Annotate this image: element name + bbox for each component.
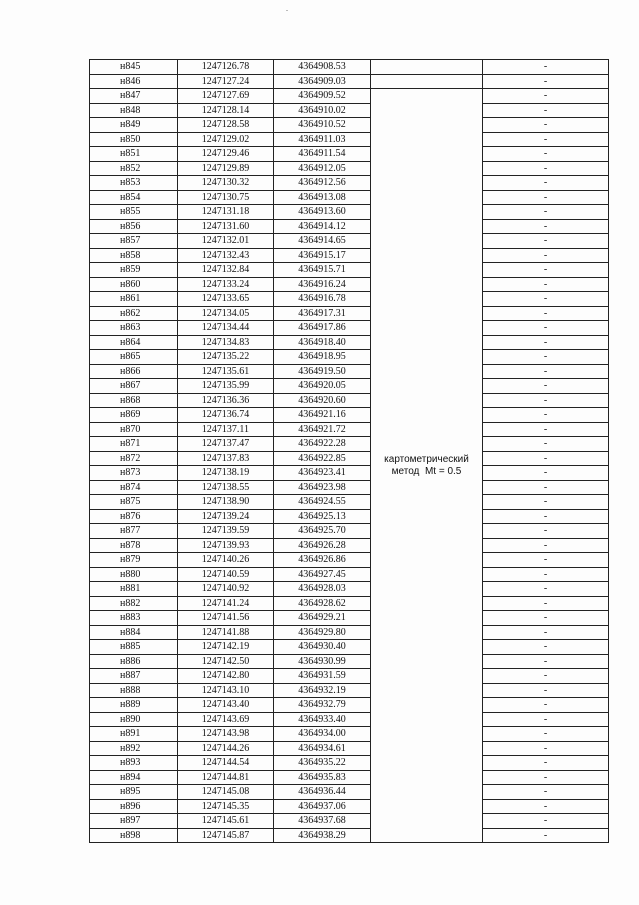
x-coordinate-cell: 1247140.59 (178, 567, 274, 582)
y-coordinate-cell: 4364925.13 (274, 509, 371, 524)
dash-cell: - (483, 263, 609, 278)
point-name-cell: н871 (90, 437, 178, 452)
y-coordinate-cell: 4364922.85 (274, 451, 371, 466)
x-coordinate-cell: 1247131.60 (178, 219, 274, 234)
table-row (90, 466, 609, 481)
table-row (90, 509, 609, 524)
table-row (90, 596, 609, 611)
point-name-cell: н889 (90, 698, 178, 713)
point-name-cell: н874 (90, 480, 178, 495)
y-coordinate-cell: 4364935.83 (274, 770, 371, 785)
table-row (90, 625, 609, 640)
point-name-cell: н876 (90, 509, 178, 524)
dash-cell: - (483, 118, 609, 133)
dash-cell: - (483, 596, 609, 611)
table-row (90, 118, 609, 133)
x-coordinate-cell: 1247144.81 (178, 770, 274, 785)
y-coordinate-cell: 4364916.78 (274, 292, 371, 307)
table-row (90, 683, 609, 698)
y-coordinate-cell: 4364937.06 (274, 799, 371, 814)
dash-cell: - (483, 437, 609, 452)
y-coordinate-cell: 4364917.31 (274, 306, 371, 321)
table-row (90, 292, 609, 307)
point-name-cell: н888 (90, 683, 178, 698)
table-row (90, 422, 609, 437)
dash-cell: - (483, 828, 609, 843)
y-coordinate-cell: 4364929.21 (274, 611, 371, 626)
x-coordinate-cell: 1247143.40 (178, 698, 274, 713)
x-coordinate-cell: 1247135.99 (178, 379, 274, 394)
dash-cell: - (483, 103, 609, 118)
y-coordinate-cell: 4364932.19 (274, 683, 371, 698)
x-coordinate-cell: 1247142.80 (178, 669, 274, 684)
point-name-cell: н879 (90, 553, 178, 568)
table-row (90, 364, 609, 379)
table-row (90, 640, 609, 655)
table-row (90, 321, 609, 336)
x-coordinate-cell: 1247136.74 (178, 408, 274, 423)
point-name-cell: н894 (90, 770, 178, 785)
dash-cell: - (483, 364, 609, 379)
x-coordinate-cell: 1247134.44 (178, 321, 274, 336)
y-coordinate-cell: 4364930.40 (274, 640, 371, 655)
table-row (90, 727, 609, 742)
point-name-cell: н877 (90, 524, 178, 539)
dash-cell: - (483, 524, 609, 539)
point-name-cell: н898 (90, 828, 178, 843)
y-coordinate-cell: 4364911.03 (274, 132, 371, 147)
dash-cell: - (483, 132, 609, 147)
y-coordinate-cell: 4364922.28 (274, 437, 371, 452)
y-coordinate-cell: 4364919.50 (274, 364, 371, 379)
y-coordinate-cell: 4364911.54 (274, 147, 371, 162)
x-coordinate-cell: 1247140.26 (178, 553, 274, 568)
y-coordinate-cell: 4364925.70 (274, 524, 371, 539)
scan-speck (286, 10, 288, 11)
point-name-cell: н883 (90, 611, 178, 626)
y-coordinate-cell: 4364923.98 (274, 480, 371, 495)
dash-cell: - (483, 176, 609, 191)
y-coordinate-cell: 4364909.52 (274, 89, 371, 104)
table-row (90, 74, 609, 89)
x-coordinate-cell: 1247141.24 (178, 596, 274, 611)
coordinates-table-body (90, 60, 609, 843)
dash-cell: - (483, 335, 609, 350)
x-coordinate-cell: 1247129.02 (178, 132, 274, 147)
dash-cell: - (483, 785, 609, 800)
table-row (90, 480, 609, 495)
y-coordinate-cell: 4364916.24 (274, 277, 371, 292)
y-coordinate-cell: 4364934.61 (274, 741, 371, 756)
method-cell-empty (371, 60, 483, 75)
point-name-cell: н849 (90, 118, 178, 133)
x-coordinate-cell: 1247128.58 (178, 118, 274, 133)
dash-cell: - (483, 509, 609, 524)
dash-cell: - (483, 451, 609, 466)
point-name-cell: н858 (90, 248, 178, 263)
table-row (90, 567, 609, 582)
table-row (90, 234, 609, 249)
point-name-cell: н848 (90, 103, 178, 118)
x-coordinate-cell: 1247138.19 (178, 466, 274, 481)
y-coordinate-cell: 4364915.71 (274, 263, 371, 278)
y-coordinate-cell: 4364917.86 (274, 321, 371, 336)
x-coordinate-cell: 1247139.24 (178, 509, 274, 524)
table-row (90, 350, 609, 365)
x-coordinate-cell: 1247145.35 (178, 799, 274, 814)
y-coordinate-cell: 4364929.80 (274, 625, 371, 640)
table-row (90, 335, 609, 350)
x-coordinate-cell: 1247139.93 (178, 538, 274, 553)
x-coordinate-cell: 1247130.75 (178, 190, 274, 205)
x-coordinate-cell: 1247145.61 (178, 814, 274, 829)
table-row (90, 451, 609, 466)
dash-cell: - (483, 393, 609, 408)
y-coordinate-cell: 4364921.72 (274, 422, 371, 437)
point-name-cell: н881 (90, 582, 178, 597)
y-coordinate-cell: 4364921.16 (274, 408, 371, 423)
point-name-cell: н853 (90, 176, 178, 191)
table-row (90, 89, 609, 104)
dash-cell: - (483, 698, 609, 713)
point-name-cell: н861 (90, 292, 178, 307)
x-coordinate-cell: 1247145.87 (178, 828, 274, 843)
x-coordinate-cell: 1247139.59 (178, 524, 274, 539)
dash-cell: - (483, 640, 609, 655)
y-coordinate-cell: 4364913.60 (274, 205, 371, 220)
x-coordinate-cell: 1247134.83 (178, 335, 274, 350)
x-coordinate-cell: 1247132.01 (178, 234, 274, 249)
y-coordinate-cell: 4364938.29 (274, 828, 371, 843)
table-row (90, 654, 609, 669)
dash-cell: - (483, 611, 609, 626)
point-name-cell: н845 (90, 60, 178, 75)
y-coordinate-cell: 4364912.56 (274, 176, 371, 191)
y-coordinate-cell: 4364920.60 (274, 393, 371, 408)
point-name-cell: н854 (90, 190, 178, 205)
point-name-cell: н850 (90, 132, 178, 147)
x-coordinate-cell: 1247140.92 (178, 582, 274, 597)
x-coordinate-cell: 1247142.50 (178, 654, 274, 669)
dash-cell: - (483, 466, 609, 481)
y-coordinate-cell: 4364915.17 (274, 248, 371, 263)
table-row (90, 103, 609, 118)
point-name-cell: н873 (90, 466, 178, 481)
x-coordinate-cell: 1247142.19 (178, 640, 274, 655)
x-coordinate-cell: 1247145.08 (178, 785, 274, 800)
table-row (90, 756, 609, 771)
dash-cell: - (483, 799, 609, 814)
table-row (90, 814, 609, 829)
point-name-cell: н864 (90, 335, 178, 350)
point-name-cell: н880 (90, 567, 178, 582)
x-coordinate-cell: 1247137.83 (178, 451, 274, 466)
table-row (90, 205, 609, 220)
point-name-cell: н856 (90, 219, 178, 234)
y-coordinate-cell: 4364923.41 (274, 466, 371, 481)
coordinates-table (89, 59, 609, 843)
dash-cell: - (483, 582, 609, 597)
x-coordinate-cell: 1247128.14 (178, 103, 274, 118)
x-coordinate-cell: 1247133.65 (178, 292, 274, 307)
y-coordinate-cell: 4364910.52 (274, 118, 371, 133)
point-name-cell: н878 (90, 538, 178, 553)
x-coordinate-cell: 1247138.90 (178, 495, 274, 510)
table-row (90, 248, 609, 263)
y-coordinate-cell: 4364931.59 (274, 669, 371, 684)
table-row (90, 277, 609, 292)
dash-cell: - (483, 74, 609, 89)
table-row (90, 190, 609, 205)
y-coordinate-cell: 4364935.22 (274, 756, 371, 771)
dash-cell: - (483, 219, 609, 234)
y-coordinate-cell: 4364914.65 (274, 234, 371, 249)
dash-cell: - (483, 161, 609, 176)
point-name-cell: н866 (90, 364, 178, 379)
table-row (90, 408, 609, 423)
dash-cell: - (483, 306, 609, 321)
y-coordinate-cell: 4364920.05 (274, 379, 371, 394)
point-name-cell: н870 (90, 422, 178, 437)
method-cell (371, 89, 483, 843)
point-name-cell: н885 (90, 640, 178, 655)
point-name-cell: н847 (90, 89, 178, 104)
x-coordinate-cell: 1247133.24 (178, 277, 274, 292)
point-name-cell: н869 (90, 408, 178, 423)
table-row (90, 147, 609, 162)
x-coordinate-cell: 1247127.24 (178, 74, 274, 89)
dash-cell: - (483, 190, 609, 205)
point-name-cell: н884 (90, 625, 178, 640)
dash-cell: - (483, 567, 609, 582)
point-name-cell: н862 (90, 306, 178, 321)
table-row (90, 712, 609, 727)
y-coordinate-cell: 4364924.55 (274, 495, 371, 510)
table-row (90, 828, 609, 843)
dash-cell: - (483, 683, 609, 698)
dash-cell: - (483, 814, 609, 829)
y-coordinate-cell: 4364908.53 (274, 60, 371, 75)
y-coordinate-cell: 4364928.62 (274, 596, 371, 611)
dash-cell: - (483, 321, 609, 336)
x-coordinate-cell: 1247135.61 (178, 364, 274, 379)
dash-cell: - (483, 234, 609, 249)
x-coordinate-cell: 1247143.98 (178, 727, 274, 742)
method-text-line2: метод Mt = 0.5 (391, 465, 462, 477)
x-coordinate-cell: 1247130.32 (178, 176, 274, 191)
table-row (90, 306, 609, 321)
point-name-cell: н897 (90, 814, 178, 829)
dash-cell: - (483, 625, 609, 640)
point-name-cell: н859 (90, 263, 178, 278)
dash-cell: - (483, 538, 609, 553)
point-name-cell: н891 (90, 727, 178, 742)
y-coordinate-cell: 4364930.99 (274, 654, 371, 669)
x-coordinate-cell: 1247137.11 (178, 422, 274, 437)
dash-cell: - (483, 480, 609, 495)
dash-cell: - (483, 712, 609, 727)
table-row (90, 785, 609, 800)
table-row (90, 524, 609, 539)
y-coordinate-cell: 4364913.08 (274, 190, 371, 205)
table-row (90, 176, 609, 191)
point-name-cell: н860 (90, 277, 178, 292)
dash-cell: - (483, 292, 609, 307)
x-coordinate-cell: 1247129.46 (178, 147, 274, 162)
point-name-cell: н895 (90, 785, 178, 800)
table-row (90, 161, 609, 176)
point-name-cell: н865 (90, 350, 178, 365)
point-name-cell: н868 (90, 393, 178, 408)
table-row (90, 669, 609, 684)
point-name-cell: н896 (90, 799, 178, 814)
x-coordinate-cell: 1247131.18 (178, 205, 274, 220)
x-coordinate-cell: 1247144.26 (178, 741, 274, 756)
y-coordinate-cell: 4364909.03 (274, 74, 371, 89)
x-coordinate-cell: 1247135.22 (178, 350, 274, 365)
y-coordinate-cell: 4364926.28 (274, 538, 371, 553)
x-coordinate-cell: 1247127.69 (178, 89, 274, 104)
table-row (90, 379, 609, 394)
table-row (90, 263, 609, 278)
dash-cell: - (483, 205, 609, 220)
table-row (90, 611, 609, 626)
x-coordinate-cell: 1247143.10 (178, 683, 274, 698)
table-row (90, 437, 609, 452)
dash-cell: - (483, 422, 609, 437)
point-name-cell: н875 (90, 495, 178, 510)
y-coordinate-cell: 4364934.00 (274, 727, 371, 742)
point-name-cell: н872 (90, 451, 178, 466)
y-coordinate-cell: 4364937.68 (274, 814, 371, 829)
table-row (90, 393, 609, 408)
x-coordinate-cell: 1247141.88 (178, 625, 274, 640)
table-row (90, 495, 609, 510)
dash-cell: - (483, 277, 609, 292)
table-row (90, 799, 609, 814)
table-row (90, 553, 609, 568)
dash-cell: - (483, 495, 609, 510)
point-name-cell: н851 (90, 147, 178, 162)
method-cell-empty (371, 74, 483, 89)
dash-cell: - (483, 770, 609, 785)
dash-cell: - (483, 756, 609, 771)
x-coordinate-cell: 1247138.55 (178, 480, 274, 495)
x-coordinate-cell: 1247136.36 (178, 393, 274, 408)
point-name-cell: н852 (90, 161, 178, 176)
dash-cell: - (483, 350, 609, 365)
y-coordinate-cell: 4364918.95 (274, 350, 371, 365)
x-coordinate-cell: 1247132.43 (178, 248, 274, 263)
point-name-cell: н887 (90, 669, 178, 684)
point-name-cell: н867 (90, 379, 178, 394)
dash-cell: - (483, 147, 609, 162)
y-coordinate-cell: 4364928.03 (274, 582, 371, 597)
x-coordinate-cell: 1247126.78 (178, 60, 274, 75)
dash-cell: - (483, 248, 609, 263)
dash-cell: - (483, 553, 609, 568)
x-coordinate-cell: 1247144.54 (178, 756, 274, 771)
y-coordinate-cell: 4364926.86 (274, 553, 371, 568)
dash-cell: - (483, 654, 609, 669)
x-coordinate-cell: 1247141.56 (178, 611, 274, 626)
x-coordinate-cell: 1247132.84 (178, 263, 274, 278)
x-coordinate-cell: 1247143.69 (178, 712, 274, 727)
y-coordinate-cell: 4364918.40 (274, 335, 371, 350)
point-name-cell: н893 (90, 756, 178, 771)
x-coordinate-cell: 1247129.89 (178, 161, 274, 176)
dash-cell: - (483, 379, 609, 394)
table-row (90, 60, 609, 75)
point-name-cell: н846 (90, 74, 178, 89)
point-name-cell: н863 (90, 321, 178, 336)
point-name-cell: н890 (90, 712, 178, 727)
table-row (90, 770, 609, 785)
point-name-cell: н855 (90, 205, 178, 220)
y-coordinate-cell: 4364936.44 (274, 785, 371, 800)
dash-cell: - (483, 669, 609, 684)
y-coordinate-cell: 4364912.05 (274, 161, 371, 176)
method-text-line1: картометрический (384, 453, 469, 465)
point-name-cell: н892 (90, 741, 178, 756)
y-coordinate-cell: 4364932.79 (274, 698, 371, 713)
point-name-cell: н857 (90, 234, 178, 249)
dash-cell: - (483, 408, 609, 423)
table-row (90, 741, 609, 756)
dash-cell: - (483, 60, 609, 75)
point-name-cell: н882 (90, 596, 178, 611)
dash-cell: - (483, 727, 609, 742)
y-coordinate-cell: 4364927.45 (274, 567, 371, 582)
point-name-cell: н886 (90, 654, 178, 669)
dash-cell: - (483, 89, 609, 104)
table-row (90, 132, 609, 147)
table-row (90, 219, 609, 234)
x-coordinate-cell: 1247137.47 (178, 437, 274, 452)
y-coordinate-cell: 4364914.12 (274, 219, 371, 234)
y-coordinate-cell: 4364933.40 (274, 712, 371, 727)
table-row (90, 538, 609, 553)
table-row (90, 582, 609, 597)
x-coordinate-cell: 1247134.05 (178, 306, 274, 321)
dash-cell: - (483, 741, 609, 756)
table-row (90, 698, 609, 713)
y-coordinate-cell: 4364910.02 (274, 103, 371, 118)
